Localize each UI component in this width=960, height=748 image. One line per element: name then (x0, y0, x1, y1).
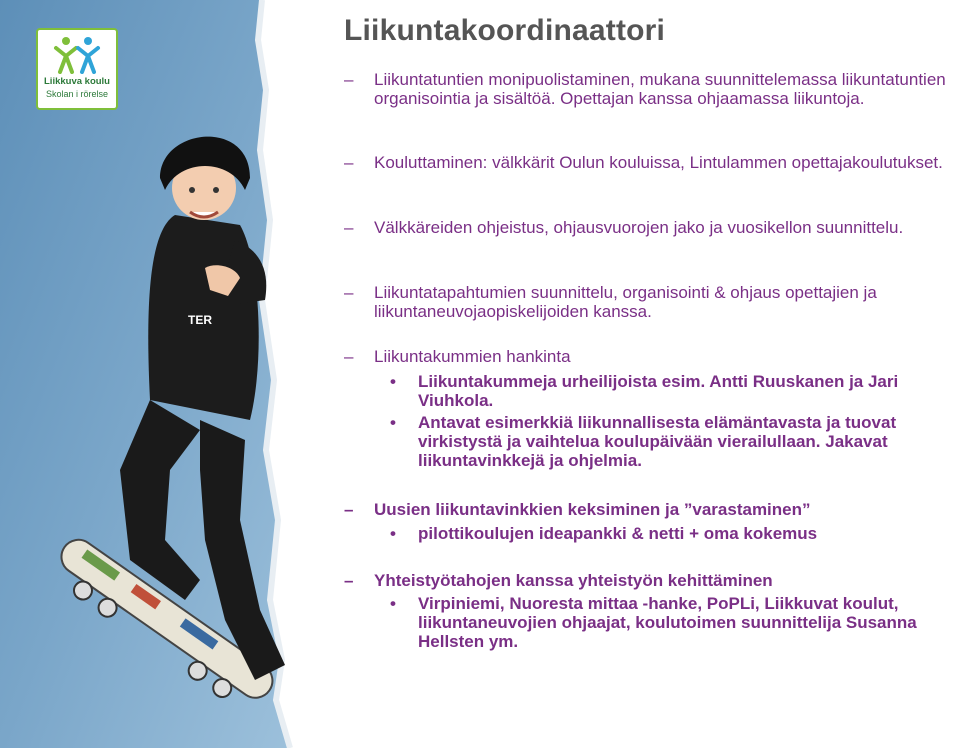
list-item-sponsors (344, 347, 950, 366)
dash-marker: – (344, 500, 354, 519)
bullet-marker: • (390, 524, 396, 543)
hoodie-text: TER (188, 313, 212, 327)
skateboarder-photo (0, 0, 330, 748)
dash-marker: – (344, 218, 354, 237)
sub-item-partners (390, 594, 960, 651)
dash-marker: – (344, 70, 354, 89)
slide-title: Liikuntakoordinaattori (344, 14, 666, 47)
list-item-events (344, 283, 950, 321)
list-item-text: Liikuntatuntien monipuolistaminen, mukana suunnittelemassa liikuntatuntien organisointia ja sisältöä. Opettajan kanssa ohjaamassa liikuntoja. (374, 70, 946, 108)
bullet-marker: • (390, 413, 396, 432)
list-item-training (344, 153, 950, 172)
dash-marker: – (344, 153, 354, 172)
logo-line-1: Liikkuva koulu (44, 76, 110, 87)
sub-item-text: Virpiniemi, Nuoresta mittaa -hanke, PoPLi, Liikkuvat koulut, liikuntaneuvojien ohjaajat, koulutoimen suunnittelija Susanna Hellsten ym. (418, 594, 917, 651)
bullet-marker: • (390, 594, 396, 613)
dash-marker: – (344, 283, 354, 302)
list-item-text: Uusien liikuntavinkkien keksiminen ja ”varastaminen” (374, 500, 811, 519)
figures-icon (52, 36, 102, 74)
bullet-marker: • (390, 372, 396, 391)
list-item-text: Yhteistyötahojen kanssa yhteistyön kehittäminen (374, 571, 773, 590)
sub-item-ideabank (390, 524, 960, 543)
sub-item-text: pilottikoulujen ideapankki & netti + oma kokemus (418, 524, 818, 543)
dash-marker: – (344, 571, 354, 590)
list-item-text: Välkkäreiden ohjeistus, ohjausvuorojen jako ja vuosikellon suunnittelu. (374, 218, 904, 237)
liikkuva-koulu-logo (36, 28, 118, 110)
list-item-text: Kouluttaminen: välkkärit Oulun kouluissa, Lintulammen opettajakoulutukset. (374, 153, 943, 172)
dash-marker: – (344, 347, 354, 366)
list-item-cooperation (344, 571, 950, 590)
list-item-new-tips (344, 500, 950, 519)
list-item-instruction (344, 218, 950, 237)
sub-item-athletes (390, 372, 960, 410)
logo-line-2: Skolan i rörelse (45, 89, 109, 99)
sub-item-text: Antavat esimerkkiä liikunnallisesta elämäntavasta ja tuovat virkistystä ja vaihtelua koulupäivään vierailullaan. Jakavat liikuntavinkkejä ja ohjelmia. (418, 413, 897, 470)
list-item-lessons (344, 70, 950, 108)
list-item-text: Liikuntakummien hankinta (374, 347, 571, 366)
list-item-text: Liikuntatapahtumien suunnittelu, organisointi & ohjaus opettajien ja liikuntaneuvojaopiskelijoiden kanssa. (374, 283, 877, 321)
sub-item-text: Liikuntakummeja urheilijoista esim. Antti Ruuskanen ja Jari Viuhkola. (418, 372, 899, 410)
sub-item-examples (390, 413, 960, 470)
